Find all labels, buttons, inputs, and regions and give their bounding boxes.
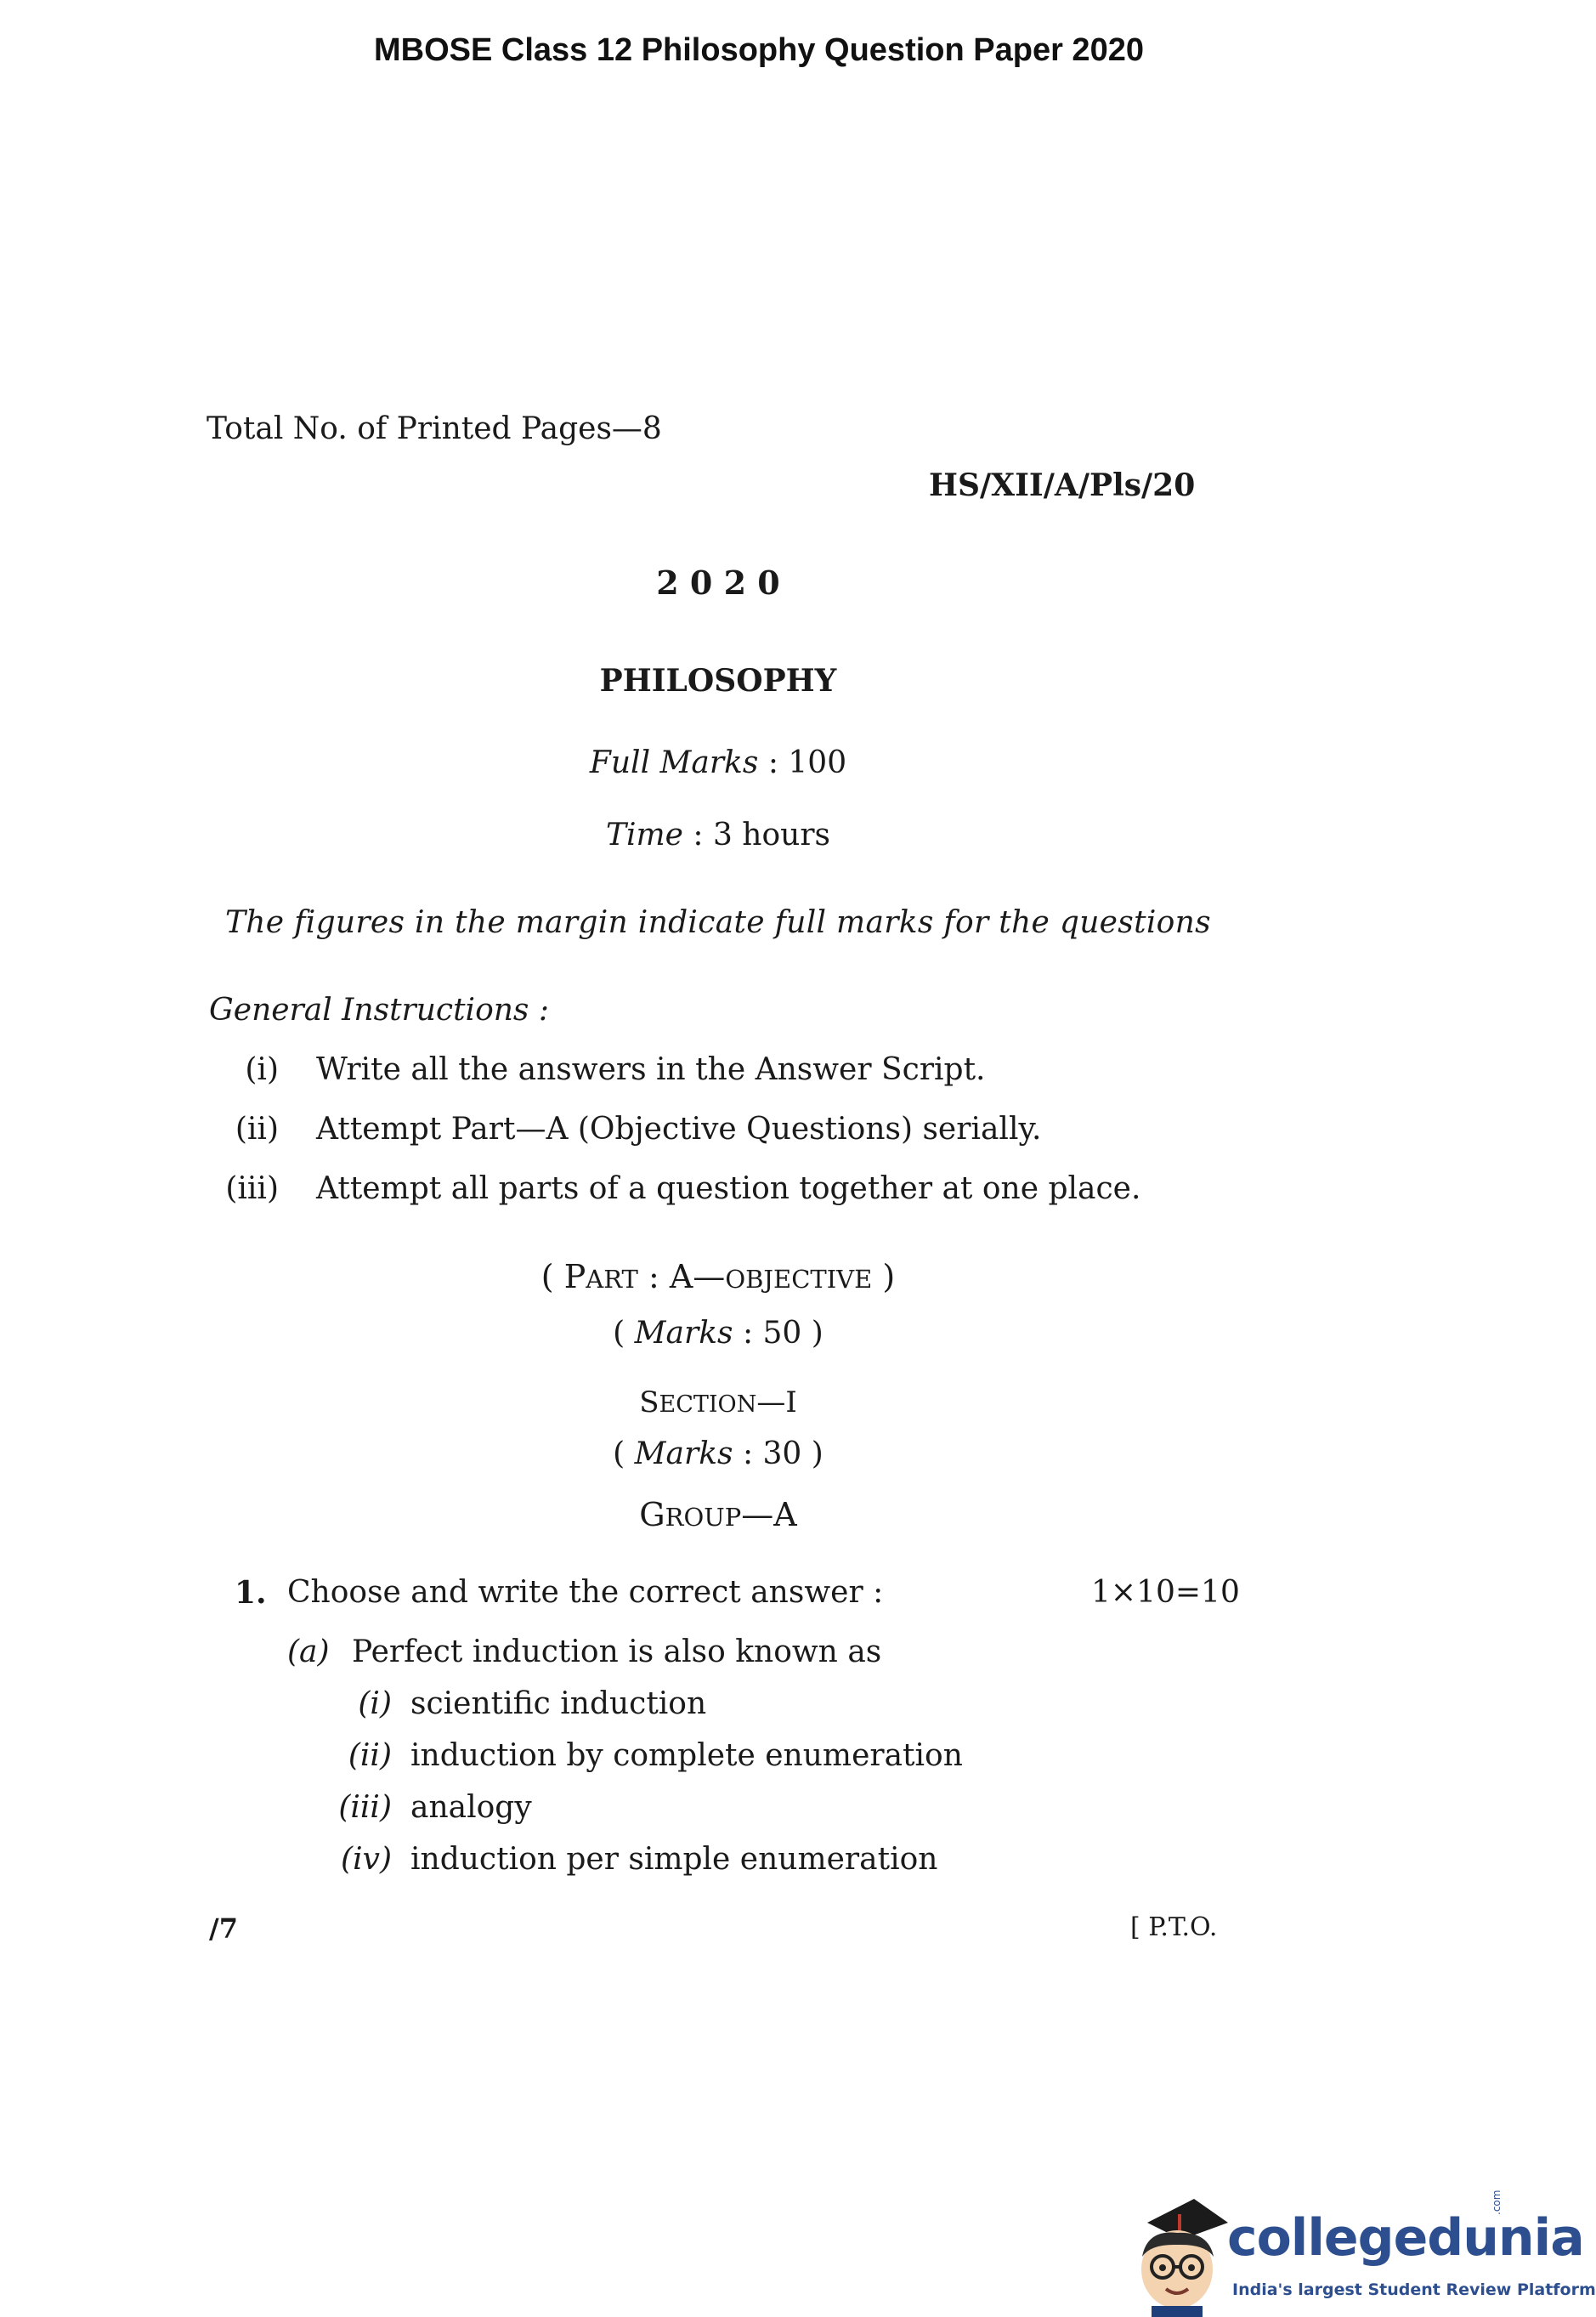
mascot-icon: [1130, 2197, 1232, 2317]
exam-year: 2 0 2 0: [656, 564, 780, 602]
instruction-num: (ii): [235, 1112, 279, 1147]
instruction-text: Attempt Part—A (Objective Questions) serially.: [316, 1112, 1042, 1147]
instruction-item: [209, 1112, 1041, 1147]
option-item: [325, 1790, 532, 1825]
part-marks: ( Marks : 50 ): [613, 1316, 823, 1351]
subquestion-text: Perfect induction is also known as: [352, 1634, 882, 1669]
option-text: analogy: [410, 1790, 532, 1825]
document-header: MBOSE Class 12 Philosophy Question Paper 2020: [374, 32, 1144, 68]
question-text: Choose and write the correct answer :: [287, 1575, 884, 1610]
full-marks: [0, 745, 1436, 780]
paper-code: HS/XII/A/Pls/20: [929, 467, 1196, 503]
instructions-title: General Instructions :: [209, 993, 549, 1028]
question-marks: 1×10=10: [1091, 1575, 1240, 1610]
option-label: (iii): [338, 1790, 392, 1825]
brand-wordmark: collegedunia: [1227, 2208, 1584, 2268]
page-footer-right: [ P.T.O.: [1130, 1912, 1218, 1942]
group-heading: GROUP—A: [639, 1496, 797, 1533]
section-heading: SECTION—I: [639, 1385, 797, 1419]
time-value: : 3 hours: [693, 818, 831, 853]
option-item: [325, 1686, 706, 1721]
question-number: 1.: [235, 1575, 267, 1611]
instruction-text: Write all the answers in the Answer Script.: [316, 1052, 986, 1087]
full-marks-label: Full Marks: [589, 745, 759, 780]
option-label: (ii): [348, 1738, 392, 1773]
page-footer-left: /7: [209, 1912, 238, 1945]
option-text: induction by complete enumeration: [410, 1738, 963, 1773]
margin-note: The figures in the margin indicate full marks for the questions: [225, 905, 1211, 940]
instruction-num: (iii): [225, 1171, 279, 1206]
option-label: (i): [358, 1686, 392, 1721]
section-marks: ( Marks : 30 ): [613, 1436, 823, 1471]
option-item: [325, 1738, 963, 1773]
option-item: [325, 1842, 937, 1877]
brand-domain: .com: [1491, 2190, 1503, 2215]
part-heading: ( PART : A—OBJECTIVE ): [540, 1258, 896, 1295]
printed-pages: Total No. of Printed Pages—8: [207, 411, 662, 446]
subject-title: PHILOSOPHY: [599, 663, 837, 699]
instruction-item: [209, 1171, 1140, 1206]
brand-tagline: India's largest Student Review Platform: [1232, 2280, 1596, 2299]
option-label: (iv): [341, 1842, 392, 1877]
instruction-num: (i): [245, 1052, 279, 1087]
option-text: induction per simple enumeration: [410, 1842, 938, 1877]
instruction-text: Attempt all parts of a question together at one place.: [316, 1171, 1141, 1206]
instruction-item: [209, 1052, 986, 1087]
time-allowed: [0, 818, 1436, 853]
time-label: Time: [605, 818, 683, 853]
option-text: scientific induction: [410, 1686, 707, 1721]
full-marks-value: : 100: [767, 745, 847, 780]
subquestion-label: (a): [287, 1634, 330, 1669]
